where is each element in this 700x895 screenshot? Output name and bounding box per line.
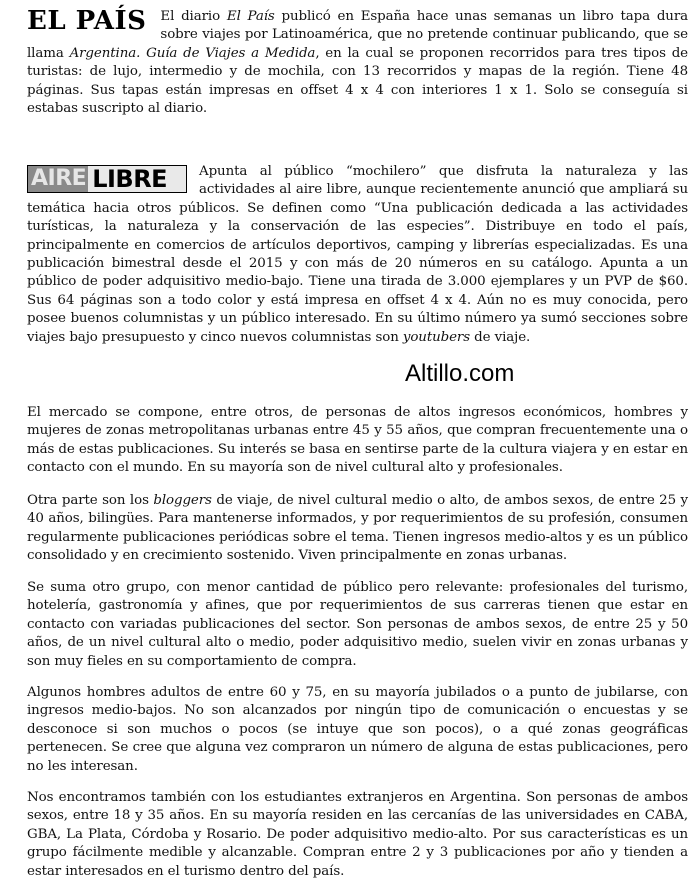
p4-text-c: de viaje, de nivel cultural medio o alto, de ambos sexos, de entre 25 y 40 años, bilingües. Para mantenerse informados, y por requerimientos de su profesión, consumen regularmente publicaciones periódicas sobre el tema. Tienen ingresos medio-altos y es un público consolidado y en crecimiento sostenido. Viven principalmente en zonas urbanas. — [27, 493, 689, 564]
p1-text-c: publicó en España hace unas semanas un libro tapa dura sobre viajes por Latinoamérica, que no pretende continuar publicando, que se llama — [27, 9, 689, 61]
p2-text-a: Apunta al público “mochilero” que disfruta la naturaleza y las actividades al aire libre, aunque recientemente anunció que ampliará su temática hacia otros públicos. Se definen como “Una publicación dedicada a las actividades turísticas, la naturaleza y la conservación de las especies”. Distribuye en todo el país, principalmente en comercios de artículos deportivos, camping y librerías especializadas. Es una publicación bimestral desde el 2015 y con más de 20 números en su catálogo. Apunta a un público de poder adquisitivo medio-bajo. Tiene una tirada de 3.000 ejemplares y un PVP de $60. Sus 64 páginas son a todo color y está impresa en offset 4 x 4. Aún no es muy conocida, pero posee buenos columnistas y un público interesado. En su último número ya sumó secciones sobre viajes bajo presupuesto y cinco nuevos columnistas son — [27, 164, 688, 345]
paragraph-foreign-students: Nos encontramos también con los estudiantes extranjeros en Argentina. Son personas de ambos sexos, entre 18 y 35 años. En su mayoría residen en las cercanías de las universidades en CABA, GBA, La Plata, Córdoba y Rosario. De poder adquisitivo medio-alto. Por sus características es un grupo fácilmente medible y alcanzable. Compran entre 2 y 3 publicaciones por año y tienden a estar interesados en el turismo dentro del país. — [27, 790, 688, 879]
paragraph-aire-libre — [27, 163, 688, 347]
libre-logo-part: LIBRE — [88, 166, 186, 192]
p1-text-e: , en la cual se proponen recorridos para tres tipos de turistas: de lujo, intermedio y de mochila, con 13 recorridos y mapas de la región. Tiene 48 páginas. Sus tapas están impresas en offset 4 x 4 con interiores 1 x 1. Solo se conseguía si estabas suscripto al diario. — [27, 45, 688, 117]
aire-logo-part: AIRE — [28, 166, 88, 192]
p1-newspaper-name: El País — [226, 9, 275, 24]
paragraph-bloggers — [27, 492, 688, 566]
p2-youtubers: youtubers — [402, 329, 471, 345]
altillo-watermark: Altillo.com — [405, 360, 515, 387]
paragraph-el-pais — [27, 8, 688, 118]
p2-text-c: de viaje. — [470, 329, 531, 345]
p1-book-title: Argentina. Guía de Viajes a Medida — [69, 45, 316, 61]
aire-libre-logo — [27, 165, 187, 193]
paragraph-market-high-income: El mercado se compone, entre otros, de personas de altos ingresos económicos, hombres y mujeres de zonas metropolitanas urbanas entre 45 y 55 años, que compran frecuentemente una o más de estas publicaciones. Su interés se basa en sentirse parte de la cultura viajera y en estar en contacto con el mundo. En su mayoría son de nivel cultural alto y profesionales. — [27, 405, 688, 476]
p4-bloggers: bloggers — [153, 493, 212, 508]
p1-text-a: El diario — [160, 9, 227, 24]
paragraph-tourism-professionals: Se suma otro grupo, con menor cantidad de público pero relevante: profesionales del turismo, hotelería, gastronomía y afines, que por requerimientos de sus carreras tienen que estar en contacto con variadas publicaciones del sector. Son personas de ambos sexos, de entre 25 y 50 años, de un nivel cultural alto o medio, poder adquisitivo medio, suelen vivir en zonas urbanas y son muy fieles en su comportamiento de compra. — [27, 580, 688, 669]
el-pais-logo: EL PAÍS — [27, 6, 147, 36]
paragraph-older-men: Algunos hombres adultos de entre 60 y 75, en su mayoría jubilados o a punto de jubilarse, con ingresos medio-bajos. No son alcanzados por ningún tipo de comunicación o encuestas y se desconoce si son muchos o pocos (se intuye que son pocos), o a qué zonas geográficas pertenecen. Se cree que alguna vez compraron un número de alguna de estas publicaciones, pero no les interesan. — [27, 685, 688, 774]
p4-text-a: Otra parte son los — [27, 493, 154, 508]
